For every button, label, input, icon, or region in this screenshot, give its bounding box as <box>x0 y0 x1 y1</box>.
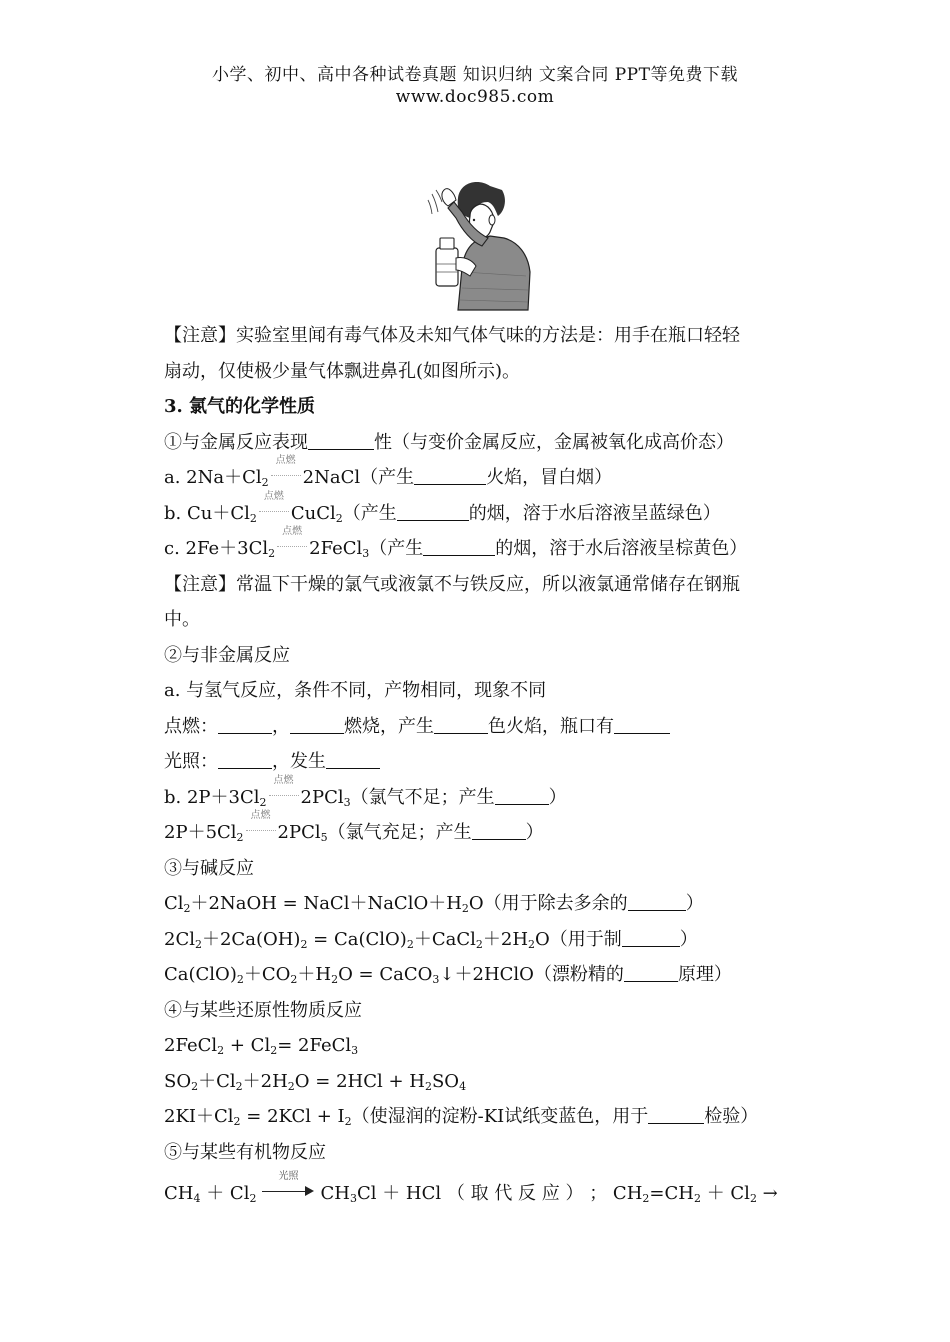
text: 性（与变价金属反应，金属被氧化成高价态） <box>374 431 734 453</box>
text: ，发生 <box>272 751 326 772</box>
condition-label: 光照 <box>278 1171 299 1182</box>
text: ＋ Cl <box>700 1183 750 1204</box>
note-2-line-1: 【注意】常温下干燥的氯气或液氯不与铁反应，所以液氯通常储存在钢瓶 <box>164 573 740 595</box>
text: ） <box>525 822 544 843</box>
text: 2PCl <box>300 786 344 808</box>
text: 2PCl <box>277 822 321 843</box>
header-line-1: 小学、初中、高中各种试卷真题 知识归纳 文案合同 PPT等免费下载 <box>212 65 738 85</box>
equation-fe <box>164 526 794 567</box>
subscript: 2 <box>249 511 257 525</box>
text: 原理） <box>677 964 732 985</box>
blank <box>218 711 272 734</box>
arrow-head-icon <box>305 1186 314 1196</box>
text: ） <box>685 893 704 914</box>
text: CH <box>320 1183 350 1204</box>
text: b. Cu＋Cl <box>164 502 250 524</box>
condition-label: 点燃 <box>263 490 284 502</box>
subscript: 3 <box>349 1192 357 1205</box>
subscript: 2 <box>300 937 308 951</box>
text: ①与金属反应表现 <box>164 431 308 453</box>
subscript: 2 <box>236 973 244 986</box>
subscript: 2 <box>236 831 244 844</box>
text: O（用于制 <box>535 928 622 950</box>
text: （产生 <box>342 502 397 524</box>
arrow-bar <box>262 1191 306 1192</box>
text: （使湿润的淀粉-KI试纸变蓝色，用于 <box>351 1106 649 1127</box>
text: Cl <box>164 893 184 914</box>
text: + Cl <box>224 1035 271 1056</box>
subscript: 4 <box>193 1192 201 1205</box>
text: 检验） <box>704 1106 759 1127</box>
subscript: 2 <box>528 937 536 951</box>
text: CuCl <box>290 502 336 524</box>
hydrogen-reaction: a. 与氢气反应，条件不同，产物相同，现象不同 <box>164 680 547 701</box>
text: 光照： <box>164 751 218 772</box>
text: （产生 <box>369 538 424 559</box>
text: ＋CaCl <box>413 928 476 950</box>
text: O = 2HCl + H <box>294 1070 425 1092</box>
blank <box>414 462 486 485</box>
text: （氯气不足；产生 <box>350 786 495 808</box>
blank <box>614 711 670 734</box>
blank <box>423 533 495 556</box>
blank <box>472 817 526 840</box>
equation-organic <box>164 1171 794 1212</box>
blank <box>218 746 272 769</box>
text: ＋CO <box>243 964 291 985</box>
page-header <box>0 64 950 108</box>
ignite-observation <box>164 709 794 745</box>
text: ， <box>272 715 290 737</box>
subscript: 3 <box>432 973 440 986</box>
text: （氯气充足；产生 <box>327 822 472 843</box>
subscript: 5 <box>320 831 328 844</box>
text: c. 2Fe＋3Cl <box>164 538 269 559</box>
text: SO <box>431 1070 460 1092</box>
text: = 2FeCl <box>277 1035 352 1056</box>
wafting-gas-illustration <box>418 172 542 312</box>
condition-label: 点燃 <box>250 810 271 821</box>
arrow-bar <box>277 546 307 547</box>
document-body <box>164 318 794 1212</box>
subscript: 2 <box>475 937 483 951</box>
arrow-ignite <box>257 490 291 519</box>
text: 火焰，冒白烟） <box>486 467 613 488</box>
text: ＋2NaOH = NaCl＋NaClO＋H <box>190 893 462 914</box>
arrow-bar <box>259 511 289 512</box>
condition-label: 点燃 <box>275 455 296 466</box>
subscript: 2 <box>183 902 191 915</box>
text: ＋2H <box>242 1070 288 1092</box>
subscript: 2 <box>331 973 339 986</box>
condition-label: 点燃 <box>282 526 303 537</box>
text: a. 2Na＋Cl <box>164 467 262 488</box>
text: ＋H <box>297 964 332 985</box>
subscript: 2 <box>642 1192 650 1205</box>
metal-heading <box>164 425 794 461</box>
text: 2FeCl <box>309 538 363 559</box>
arrow-ignite <box>244 810 278 838</box>
arrow-bar <box>269 795 299 796</box>
text: 2FeCl <box>164 1035 218 1056</box>
text: Cl ＋ HCl （ 取 代 反 应 ） ； CH <box>356 1183 643 1204</box>
subscript: 2 <box>335 511 343 525</box>
text: 的烟，溶于水后溶液呈蓝绿色） <box>468 502 721 524</box>
blank <box>308 427 374 450</box>
text: ＋2Ca(OH) <box>201 928 301 950</box>
section-title: 3. 氯气的化学性质 <box>164 396 316 417</box>
arrow-ignite <box>267 774 301 803</box>
equation-so2 <box>164 1064 794 1100</box>
blank <box>326 746 380 769</box>
blank <box>648 1101 704 1124</box>
subscript: 2 <box>217 1044 225 1057</box>
subscript: 2 <box>270 1044 278 1057</box>
subscript: 2 <box>194 937 202 951</box>
text: 色火焰，瓶口有 <box>488 715 614 737</box>
subscript: 2 <box>749 1192 757 1205</box>
base-heading: ③与碱反应 <box>164 857 254 879</box>
subscript: 2 <box>233 1115 241 1128</box>
note-1-line-1: 【注意】实验室里闻有毒气体及未知气体气味的方法是：用手在瓶口轻轻 <box>164 325 740 346</box>
text: 燃烧，产生 <box>344 715 434 737</box>
subscript: 2 <box>461 902 469 915</box>
organic-heading: ⑤与某些有机物反应 <box>164 1141 326 1163</box>
subscript: 3 <box>362 547 370 560</box>
subscript: 2 <box>259 795 267 809</box>
arrow-light <box>262 1171 314 1199</box>
light-observation <box>164 744 794 780</box>
subscript: 2 <box>290 973 298 986</box>
subscript: 2 <box>261 476 269 489</box>
note-1-line-2: 扇动，仅使极少量气体飘进鼻孔(如图所示)。 <box>164 360 521 382</box>
arrow-ignite <box>275 526 309 554</box>
subscript: 2 <box>287 1079 295 1093</box>
text: 2KI＋Cl <box>164 1106 234 1127</box>
text: = 2KCl + I <box>240 1106 345 1127</box>
text: 的烟，溶于水后溶液呈棕黄色） <box>495 538 748 559</box>
text: ↓＋2HClO（漂粉精的 <box>439 964 624 985</box>
subscript: 2 <box>191 1079 199 1093</box>
subscript: 2 <box>693 1192 701 1205</box>
subscript: 2 <box>235 1079 243 1093</box>
text: O = CaCO <box>338 964 433 985</box>
blank <box>290 711 344 734</box>
blank <box>628 888 686 911</box>
text: CH <box>164 1183 194 1204</box>
nonmetal-heading: ②与非金属反应 <box>164 644 290 666</box>
text: = Ca(ClO) <box>307 928 407 950</box>
equation-caoh2 <box>164 922 794 958</box>
text: b. 2P＋3Cl <box>164 786 260 808</box>
subscript: 2 <box>268 547 276 560</box>
subscript: 2 <box>424 1079 432 1093</box>
text: =CH <box>649 1183 694 1204</box>
blank <box>495 782 549 805</box>
reducing-heading: ④与某些还原性物质反应 <box>164 999 362 1021</box>
text: ＋Cl <box>198 1070 236 1092</box>
text: SO <box>164 1070 192 1092</box>
subscript: 3 <box>351 1044 359 1057</box>
blank <box>624 959 678 982</box>
text: ） <box>679 928 698 950</box>
blank <box>622 924 680 947</box>
header-website: www.doc985.com <box>395 87 555 107</box>
text: ＋ Cl <box>200 1183 250 1204</box>
equation-bleach <box>164 957 794 993</box>
equation-naoh <box>164 886 794 922</box>
text: 点燃： <box>164 715 218 737</box>
arrow-bar <box>271 475 301 476</box>
subscript: 2 <box>344 1115 352 1128</box>
subscript: 2 <box>249 1192 257 1205</box>
text: Ca(ClO) <box>164 964 237 985</box>
equation-p-sufficient <box>164 810 794 851</box>
subscript: 3 <box>343 795 351 809</box>
note-2-line-2: 中。 <box>164 609 200 630</box>
subscript: 4 <box>459 1079 467 1093</box>
blank <box>397 498 469 521</box>
text: 2Cl <box>164 928 195 950</box>
equation-cu <box>164 490 794 532</box>
text: 2P＋5Cl <box>164 822 237 843</box>
equation-ki <box>164 1099 794 1135</box>
arrow-bar <box>246 830 276 831</box>
subscript: 2 <box>406 937 414 951</box>
equation-fecl2 <box>164 1028 794 1064</box>
text: ＋2H <box>482 928 529 950</box>
text: O（用于除去多余的 <box>468 893 628 914</box>
text: 2NaCl（产生 <box>302 467 415 488</box>
text: ） <box>548 786 567 808</box>
text: → <box>756 1183 778 1204</box>
condition-label: 点燃 <box>273 774 294 786</box>
blank <box>434 711 488 734</box>
arrow-ignite <box>269 455 303 483</box>
